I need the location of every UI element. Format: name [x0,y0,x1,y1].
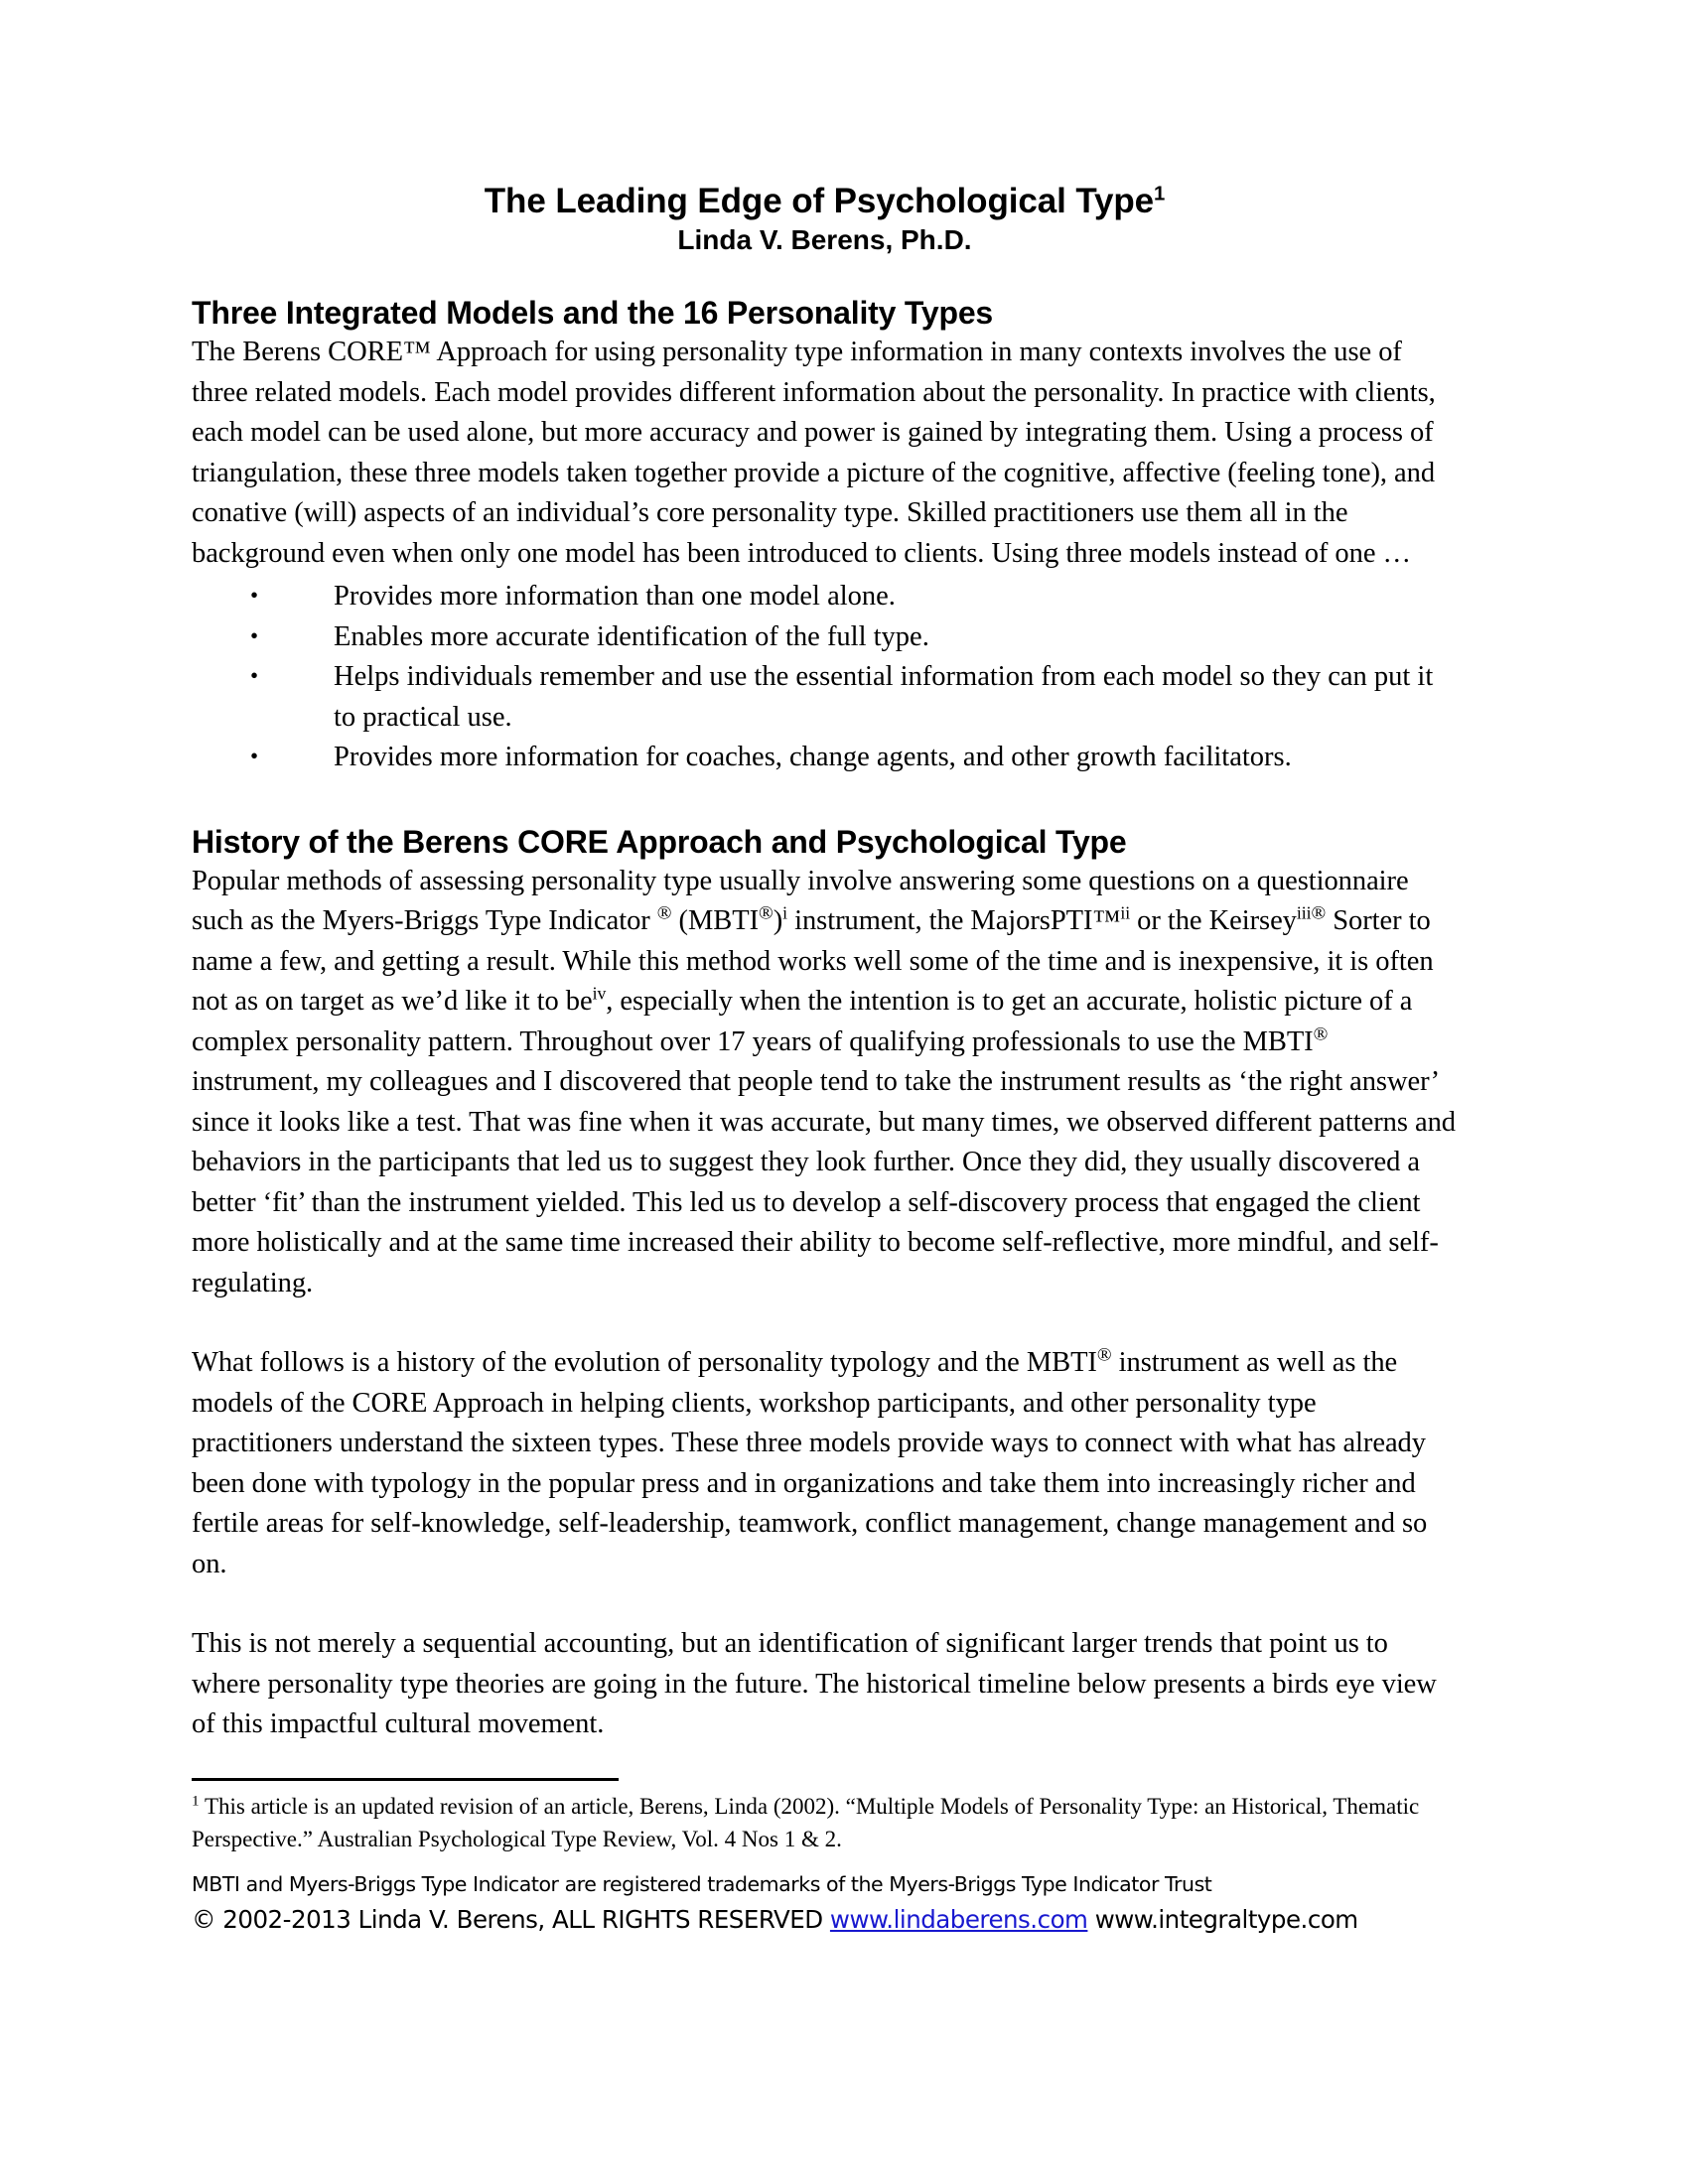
page-title [192,182,1458,221]
lindaberens-link[interactable]: www.lindaberens.com [829,1904,1088,1934]
title-footnote-marker: 1 [1154,183,1166,205]
history-text-a: Popular methods of assessing personality type usually involve answering some questions on a questionnaire such as the Myers-Briggs Type Indicator [192,865,1409,936]
trademark-mark-icon: ™ [1092,905,1121,936]
page-content [192,0,1458,1938]
section-history [192,823,1458,1745]
paragraph-models-intro: The Berens CORE™ Approach for using personality type information in many contexts involves the use of three related models. Each model provides different information about the personality. In practice with clients, each model can be used alone, but more accuracy and power is gained by integrating them. Using a process of triangulation, these three models taken together provide a picture of the cognitive, affective (feeling tone), and conative (will) aspects of an individual’s core personality type. Skilled practitioners use them all in the background even when only one model has been introduced to clients. Using three models instead of one … [192,337,1436,569]
list-item: • Provides more information than one model alone. [192,577,1458,617]
footnote-area [192,1778,1458,1855]
section-three-models [192,294,1458,778]
history-text-g: instrument, my colleagues and I discovered that people tend to take the instrument results as ‘the right answer’ since it looks like a test. That was fine when it was accurate, but many times, we observed different patterns and behaviors in the participants that led us to suggest they look further. Once they did, they usually discovered a better ‘fit’ than the instrument yielded. This led us to develop a self-discovery process that engaged the client more holistically and at the same time increased their ability to become self-reflective, more mindful, and self-regulating. [192,1066,1456,1298]
what-follows-text-a: What follows is a history of the evolution of personality typology and the MBTI [192,1347,1097,1378]
registered-mark-icon: ® [656,902,672,924]
list-item: • Enables more accurate identification of the full type. [192,617,1458,658]
registered-mark-icon: ® [759,902,774,924]
legal-footer [192,1869,1458,1938]
history-text-c: instrument, the MajorsPTI [787,905,1093,936]
endnote-ref-i: i [782,902,788,923]
benefits-list [192,577,1458,778]
what-follows-text-b: instrument as well as the models of the CORE Approach in helping clients, workshop participants, and other personality type practitioners understand the sixteen types. These three models provide ways to connect with what has already been done with typology in the popular press and in organizations and take them into increasingly richer and fertile areas for self-knowledge, self-leadership, teamwork, conflict management, change management and so on. [192,1347,1428,1579]
author-byline: Linda V. Berens, Ph.D. [677,224,972,255]
registered-mark-icon: ® [1096,1344,1112,1366]
endnote-ref-ii: ii [1120,902,1131,923]
copyright-text: © 2002-2013 Linda V. Berens, ALL RIGHTS RESERVED [192,1904,830,1934]
history-text-d: or the Keirsey [1130,905,1297,936]
history-text-e2: of the time and is inexpensive, it is often not as on target as we’d like it to be [192,945,1434,1017]
endnote-ref-iv: iv [592,983,607,1004]
history-text-f: , especially when the intention is to get an accurate, holistic picture of a complex personality pattern. Throughout over 17 years of qualifying professionals to use the MBTI [192,986,1413,1057]
history-text-b: (MBTI [671,905,760,936]
footnote-body: This article is an updated revision of an article, Berens, Linda (2002). “Multiple Models of Personality Type: an Historical, Thematic Perspective.” Australian Psychological Type Review, Vol. 4 Nos 1 & 2. [192,1793,1420,1851]
footnote-text [192,1790,1458,1855]
registered-mark-icon: ® [1311,902,1327,924]
endnote-ref-iii: iii [1296,902,1312,923]
list-item: • Helps individuals remember and use the essential information from each model so they can put it to practical use. [192,657,1458,738]
footnote-marker: 1 [192,1791,200,1809]
section-heading-history: History of the Berens CORE Approach and Psychological Type [192,823,1127,860]
registered-mark-icon: ® [1313,1024,1329,1044]
list-item: • Provides more information for coaches, change agents, and other growth facilitators. [192,738,1458,778]
copyright-line [192,1902,1458,1938]
footnote-separator [192,1778,619,1781]
integraltype-site: www.integraltype.com [1094,1904,1358,1934]
section-heading-models: Three Integrated Models and the 16 Personality Types [192,295,994,331]
title-block [192,0,1458,257]
paragraph-history-popular-methods: Popular methods of assessing personality type usually involve answering some questions on a questionnaire such as the Myers-Briggs Type Indicator ® (MBTI®)$^i$ instrument, the MajorsPTI™$^{ii}$ or the Keirsey$^{iii®}$ Sorter to name a few, and getting a result. While this method works well some of the time and is inexpensive, it is often not as on target as we’d like it to be$^{iv}$, especially when the intention is to get an accurate, holistic picture of a complex personality pattern. Throughout over 17 years of qualifying professionals to use the MBTI® instrument, my colleagues and I discovered that people tend to take the instrument results as ‘the right answer’ since it looks like a test. That was fine when it was accurate, but many times, we observed different patterns and behaviors in the participants that led us to suggest they look further. Once they did, they usually discovered a better ‘fit’ than the instrument yielded. This led us to develop a self-discovery process that engaged the client more holistically and at the same time increased their ability to become self-reflective, more mindful, and self-regulating. [192,865,1456,1298]
paragraph-what-follows [192,1343,1458,1584]
trademark-notice: MBTI and Myers-Briggs Type Indicator are registered trademarks of the Myers-Briggs Type Indicator Trust [192,1871,1212,1896]
page-title-text: The Leading Edge of Psychological Type [484,182,1155,220]
paragraph-final: This is not merely a sequential accounting, but an identification of significant larger trends that point us to where personality type theories are going in the future. The historical timeline below presents a birds eye view of this impactful cultural movement. [192,1628,1437,1739]
history-text-e: Sorter to name a few, and getting a result. While this method works well some [192,905,1431,977]
